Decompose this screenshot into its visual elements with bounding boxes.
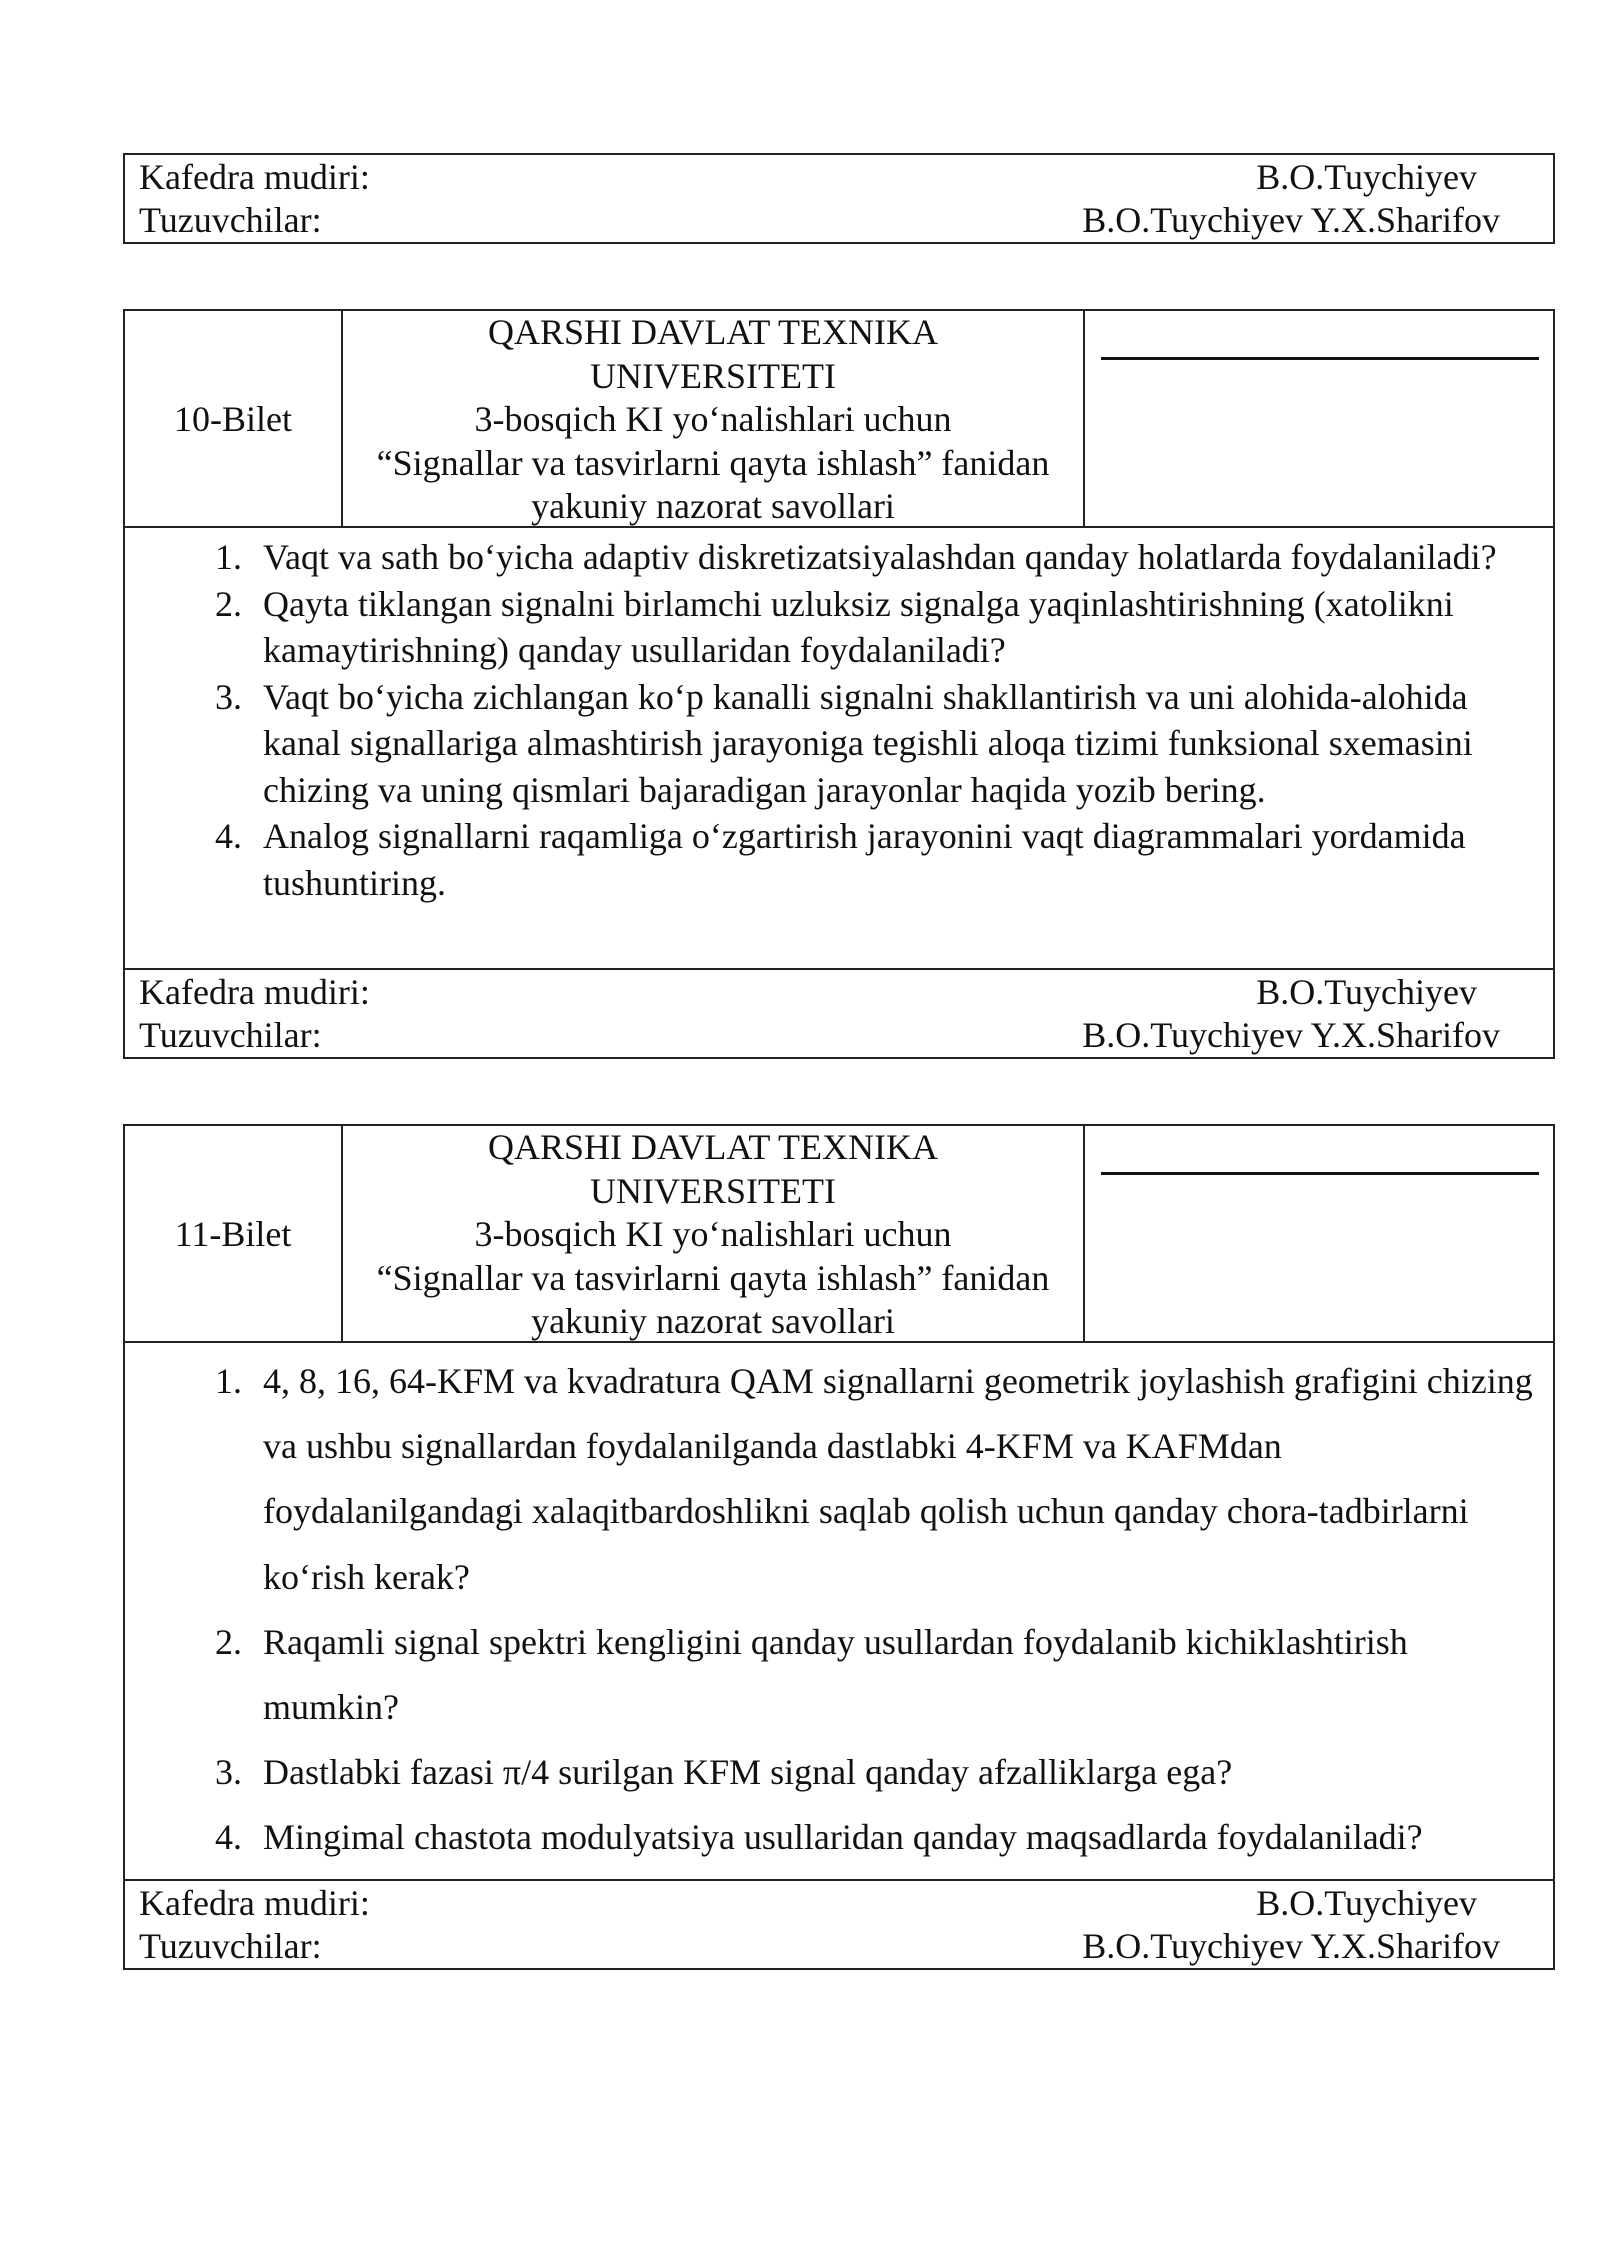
question-number: 3.: [215, 676, 242, 717]
question-item: [125, 581, 1553, 674]
signature-block-top: [123, 153, 1555, 244]
ticket-number: 10-Bilet: [125, 311, 343, 526]
head-name: B.O.Tuychiyev: [1256, 157, 1477, 197]
authors-names: B.O.Tuychiyev Y.X.Sharifov: [1082, 1926, 1500, 1966]
head-name: B.O.Tuychiyev: [1256, 1883, 1477, 1923]
ticket-number: 11-Bilet: [125, 1126, 343, 1341]
question-text: 4, 8, 16, 64-KFM va kvadratura QAM signallarni geometrik joylashish grafigini chizing va ushbu signallardan foydalanilganda dastlabki 4-KFM va KAFMdan foydalanilgandagi xalaqitbardoshlikni saqlab qolish uchun qanday chora-tadbirlarni ko‘rish kerak?: [263, 1361, 1533, 1597]
title-line: yakuniy nazorat savollari: [531, 486, 895, 526]
head-label: Kafedra mudiri:: [139, 157, 370, 197]
question-text: Vaqt va sath bo‘yicha adaptiv diskretizatsiyalashdan qanday holatlarda foydalaniladi?: [263, 537, 1497, 577]
question-text: Mingimal chastota modulyatsiya usullaridan qanday maqsadlarda foydalaniladi?: [263, 1817, 1423, 1858]
title-line: UNIVERSITETI: [590, 1170, 836, 1211]
question-number: 2.: [215, 1621, 242, 1662]
question-text: Raqamli signal spektri kengligini qanday usullardan foydalanib kichiklashtirish mumkin?: [263, 1621, 1408, 1728]
questions-body: [125, 1343, 1553, 1879]
question-list: [125, 534, 1553, 906]
question-item: [125, 1805, 1553, 1870]
question-text: Dastlabki fazasi π/4 surilgan KFM signal qanday afzalliklarga ega?: [263, 1752, 1233, 1793]
title-line: 3-bosqich KI yo‘nalishlari uchun: [474, 399, 952, 439]
question-number: 1.: [215, 1361, 242, 1401]
question-text: Qayta tiklangan signalni birlamchi uzluksiz signalga yaqinlashtirishning (xatolikni kamaytirishning) qanday usullaridan foydalaniladi?: [263, 583, 1454, 670]
title-line: “Signallar va tasvirlarni qayta ishlash” fanidan: [376, 442, 1050, 483]
signature-row-authors: [125, 199, 1553, 242]
question-item: [125, 1349, 1553, 1610]
ticket-header: [125, 1126, 1553, 1343]
title-line: “Signallar va tasvirlarni qayta ishlash” fanidan: [376, 1257, 1050, 1298]
authors-label: Tuzuvchilar:: [139, 1926, 322, 1966]
question-item: [125, 674, 1553, 814]
authors-names: B.O.Tuychiyev Y.X.Sharifov: [1082, 200, 1500, 240]
title-line: 3-bosqich KI yo‘nalishlari uchun: [474, 1214, 952, 1254]
head-name: B.O.Tuychiyev: [1256, 972, 1477, 1012]
questions-body: [125, 528, 1553, 968]
ticket-title: [343, 311, 1085, 526]
authors-names: B.O.Tuychiyev Y.X.Sharifov: [1082, 1015, 1500, 1055]
ticket-title: [343, 1126, 1085, 1341]
signature-row-authors: [125, 1925, 1553, 1968]
signature-line: [1101, 357, 1539, 360]
title-line: yakuniy nazorat savollari: [531, 1301, 895, 1341]
question-number: 3.: [215, 1752, 242, 1793]
head-label: Kafedra mudiri:: [139, 972, 370, 1012]
title-line: QARSHI DAVLAT TEXNIKA: [487, 312, 939, 352]
question-text: Vaqt bo‘yicha zichlangan ko‘p kanalli signalni shakllantirish va uni alohida-alohida kanal signallariga almashtirish jarayoniga tegishli aloqa tizimi funksional sxemasini chizing va uning qismlari bajaradigan jarayonlar haqida yozib bering.: [263, 676, 1473, 810]
signature-row-head: [125, 1882, 1553, 1925]
title-line: UNIVERSITETI: [590, 355, 836, 396]
signature-row-head: [125, 156, 1553, 199]
question-number: 4.: [215, 1817, 242, 1858]
authors-label: Tuzuvchilar:: [139, 1015, 322, 1055]
ticket-header: [125, 311, 1553, 528]
question-item: [125, 534, 1553, 581]
signature-line: [1101, 1172, 1539, 1175]
ticket-footer: [125, 968, 1553, 1057]
authors-label: Tuzuvchilar:: [139, 200, 322, 240]
stamp-area: [1085, 311, 1553, 526]
signature-row-authors: [125, 1014, 1553, 1057]
question-item: [125, 1610, 1553, 1740]
question-item: [125, 813, 1553, 906]
question-number: 4.: [215, 816, 242, 856]
question-number: 2.: [215, 583, 242, 624]
stamp-area: [1085, 1126, 1553, 1341]
ticket-10: [123, 309, 1555, 1059]
ticket-11: [123, 1124, 1555, 1970]
ticket-footer: [125, 1879, 1553, 1968]
question-number: 1.: [215, 537, 242, 577]
question-item: [125, 1740, 1553, 1805]
head-label: Kafedra mudiri:: [139, 1883, 370, 1923]
question-list: [125, 1349, 1553, 1871]
title-line: QARSHI DAVLAT TEXNIKA: [487, 1127, 939, 1167]
question-text: Analog signallarni raqamliga o‘zgartirish jarayonini vaqt diagrammalari yordamida tushuntiring.: [263, 816, 1466, 903]
signature-row-head: [125, 971, 1553, 1014]
